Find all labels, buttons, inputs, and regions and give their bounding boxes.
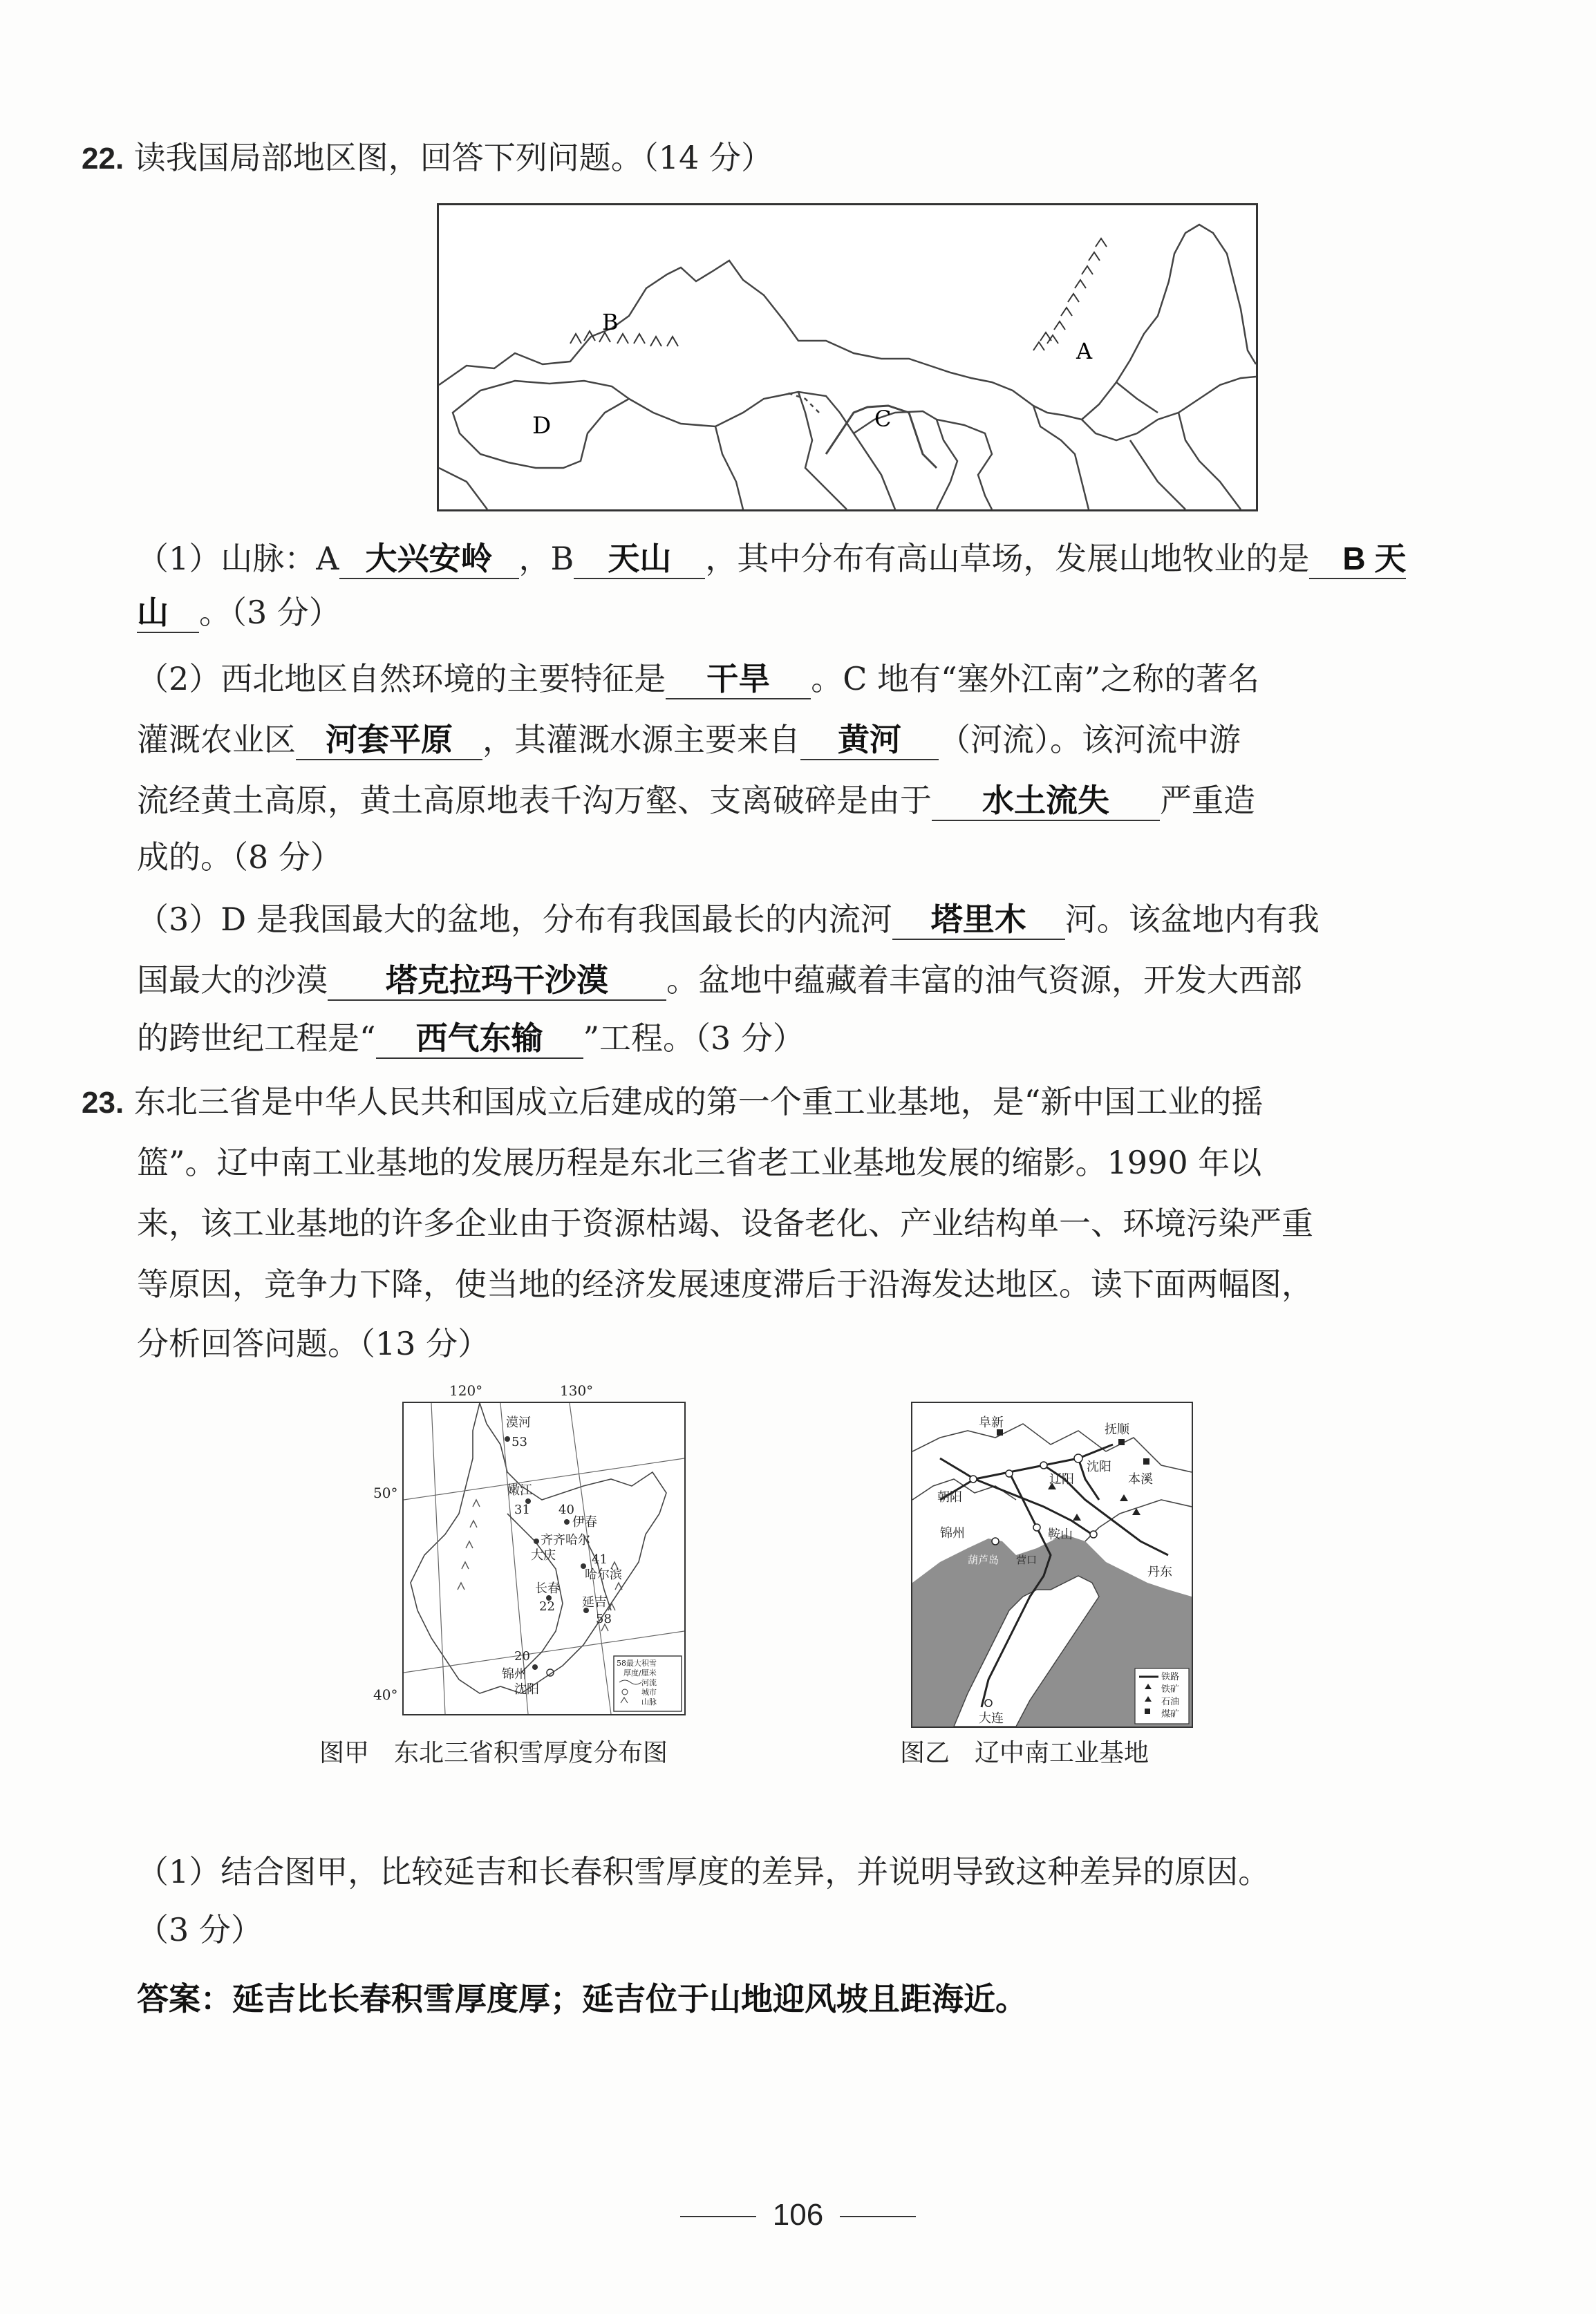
q23-part1-line2: （3 分）	[137, 1911, 263, 1948]
q22-stem	[82, 137, 773, 180]
yi-place: 本溪	[1128, 1472, 1153, 1487]
q22-p3-text: 国最大的沙漠	[137, 961, 328, 999]
yi-place: 锦州	[940, 1526, 965, 1541]
jia-legend: 58最大积雪	[617, 1659, 657, 1668]
jia-legend: 城市	[641, 1688, 657, 1697]
jia-place: 锦州	[502, 1667, 527, 1682]
jia-place: 齐齐哈尔	[541, 1533, 590, 1548]
q22-part1-line2	[137, 592, 341, 633]
q23-stem-line2: 篮”。辽中南工业基地的发展历程是东北三省老工业基地发展的缩影。1990 年以	[137, 1144, 1262, 1181]
q22-p1-answer-a: 大兴安岭	[339, 539, 519, 579]
jia-place: 沈阳	[514, 1682, 539, 1697]
yi-place: 朝阳	[937, 1490, 962, 1505]
q23-map-jia	[402, 1402, 686, 1715]
jia-legend: 河流	[641, 1678, 657, 1687]
q22-part2-line2	[137, 719, 1241, 760]
jia-lon-130: 130°	[560, 1382, 594, 1399]
q22-p3-text: 河。该盆地内有我	[1064, 901, 1320, 938]
yi-place: 葫芦岛	[968, 1554, 999, 1566]
q22-p2-answer-2: 河套平原	[296, 720, 482, 760]
jia-value: 31	[514, 1503, 530, 1517]
q22-p3-text: ”工程。（3 分）	[583, 1019, 805, 1057]
q22-p3-text: 的跨世纪工程是“	[137, 1019, 376, 1057]
q22-p1-text: ，其中分布有高山草场，发展山地牧业的是	[705, 540, 1310, 577]
q22-p2-text: 灌溉农业区	[137, 721, 296, 758]
map-label-d: D	[532, 412, 552, 440]
jia-legend: 厚度/厘米	[623, 1668, 657, 1677]
q22-p2-text: （2）西北地区自然环境的主要特征是	[137, 660, 666, 697]
q22-part3-line1	[137, 899, 1320, 940]
q22-p2-answer-3: 黄河	[800, 720, 939, 760]
q22-p1-text: ，B	[518, 540, 574, 577]
yi-place: 鞍山	[1048, 1527, 1073, 1542]
q22-map	[437, 203, 1258, 511]
yi-place: 抚顺	[1105, 1422, 1129, 1437]
q22-p1-text: 。（3 分）	[199, 594, 341, 631]
q22-p2-answer-1: 干旱	[666, 659, 811, 699]
q23-stem-line4: 等原因，竞争力下降，使当地的经济发展速度滞后于沿海发达地区。读下面两幅图，	[137, 1266, 1313, 1303]
q22-part3-line3	[137, 1017, 805, 1059]
q23-part1-line1: （1）结合图甲，比较延吉和长春积雪厚度的差异，并说明导致这种差异的原因。	[137, 1853, 1270, 1890]
jia-lat-50: 50°	[373, 1485, 398, 1501]
q22-p2-text: 。C 地有“塞外江南”之称的著名	[811, 660, 1260, 697]
jia-place: 哈尔滨	[585, 1568, 622, 1582]
jia-caption: 图甲 东北三省积雪厚度分布图	[319, 1739, 668, 1767]
yi-place: 阜新	[979, 1415, 1004, 1430]
map-label-a: A	[1076, 338, 1093, 364]
q23-map-yi	[911, 1402, 1193, 1728]
q22-p3-answer-3: 西气东输	[376, 1019, 583, 1059]
q23-stem-line3: 来，该工业基地的许多企业由于资源枯竭、设备老化、产业结构单一、环境污染严重	[137, 1205, 1313, 1242]
jia-place: 嫩江	[507, 1483, 532, 1498]
q22-p1-text: （1）山脉：A	[137, 540, 339, 577]
yi-caption: 图乙 辽中南工业基地	[900, 1739, 1149, 1767]
q22-p2-text: （河流）。该河流中游	[939, 721, 1241, 758]
q22-part2-line4	[137, 836, 342, 878]
jia-place: 伊春	[572, 1515, 597, 1530]
yi-place: 丹东	[1147, 1565, 1172, 1579]
yi-place: 辽阳	[1049, 1472, 1074, 1487]
yi-legend: 铁矿	[1161, 1684, 1180, 1695]
q23-answer: 答案：延吉比长春积雪厚度厚；延吉位于山地迎风坡且距海近。	[137, 1981, 1027, 2017]
jia-value: 22	[539, 1599, 555, 1614]
jia-place: 延吉	[582, 1595, 607, 1610]
footer-rule-right	[840, 2216, 916, 2217]
q22-p2-text: ，其灌溉水源主要来自	[482, 721, 800, 758]
yi-place: 沈阳	[1087, 1460, 1111, 1474]
q23-number: 23.	[82, 1086, 124, 1120]
footer-rule-left	[680, 2216, 756, 2217]
jia-value: 41	[592, 1552, 608, 1567]
q22-map-drawing	[439, 205, 1256, 509]
q22-part2-line1	[137, 658, 1259, 699]
jia-value: 58	[596, 1612, 612, 1626]
jia-value: 20	[514, 1649, 530, 1664]
q22-p2-text: 流经黄土高原，黄土高原地表千沟万壑、支离破碎是由于	[137, 782, 932, 819]
q22-p1-answer-c2: 山	[137, 593, 199, 633]
yi-legend: 煤矿	[1161, 1709, 1180, 1720]
jia-lon-120: 120°	[449, 1382, 483, 1399]
q22-p1-answer-c1: B 天	[1309, 539, 1406, 579]
q22-p2-text: 成的。（8 分）	[137, 838, 342, 876]
q22-part3-line2	[137, 959, 1302, 1001]
q22-p3-answer-1: 塔里木	[892, 900, 1065, 940]
jia-value: 40	[558, 1503, 574, 1517]
q22-stem-text: 读我国局部地区图，回答下列问题。（14 分）	[133, 139, 773, 176]
q22-number: 22.	[82, 142, 124, 176]
yi-place: 营口	[1016, 1554, 1038, 1566]
q23-stem-line1	[82, 1081, 1263, 1124]
q22-p2-text: 严重造	[1160, 782, 1255, 819]
q22-part2-line3	[137, 780, 1255, 821]
yi-place: 大连	[979, 1711, 1004, 1726]
q23-stem-text: 东北三省是中华人民共和国成立后建成的第一个重工业基地，是“新中国工业的摇	[133, 1083, 1264, 1120]
jia-place: 长春	[535, 1581, 560, 1596]
map-yi-drawing	[912, 1403, 1192, 1727]
page-footer	[0, 2198, 1596, 2232]
yi-legend: 石油	[1161, 1697, 1180, 1707]
map-label-c: C	[874, 406, 892, 432]
yi-legend: 铁路	[1161, 1672, 1180, 1682]
jia-legend: 山脉	[641, 1697, 657, 1706]
jia-place: 漠河	[506, 1415, 531, 1430]
map-jia-drawing	[404, 1403, 684, 1714]
jia-place: 大庆	[531, 1548, 556, 1563]
jia-value: 53	[511, 1435, 527, 1449]
q22-p1-answer-b: 天山	[574, 539, 705, 579]
q22-p3-answer-2: 塔克拉玛干沙漠	[328, 961, 666, 1001]
map-label-b: B	[602, 309, 619, 335]
q22-p3-text: （3）D 是我国最大的盆地，分布有我国最长的内流河	[137, 901, 892, 938]
q22-part1-line1	[137, 538, 1406, 579]
page-number: 106	[772, 2198, 824, 2232]
jia-lat-40: 40°	[373, 1686, 398, 1703]
q22-p2-answer-4: 水土流失	[932, 781, 1160, 821]
q22-p3-text: 。盆地中蕴藏着丰富的油气资源，开发大西部	[666, 961, 1302, 999]
q23-stem-line5: 分析回答问题。（13 分）	[137, 1325, 490, 1362]
